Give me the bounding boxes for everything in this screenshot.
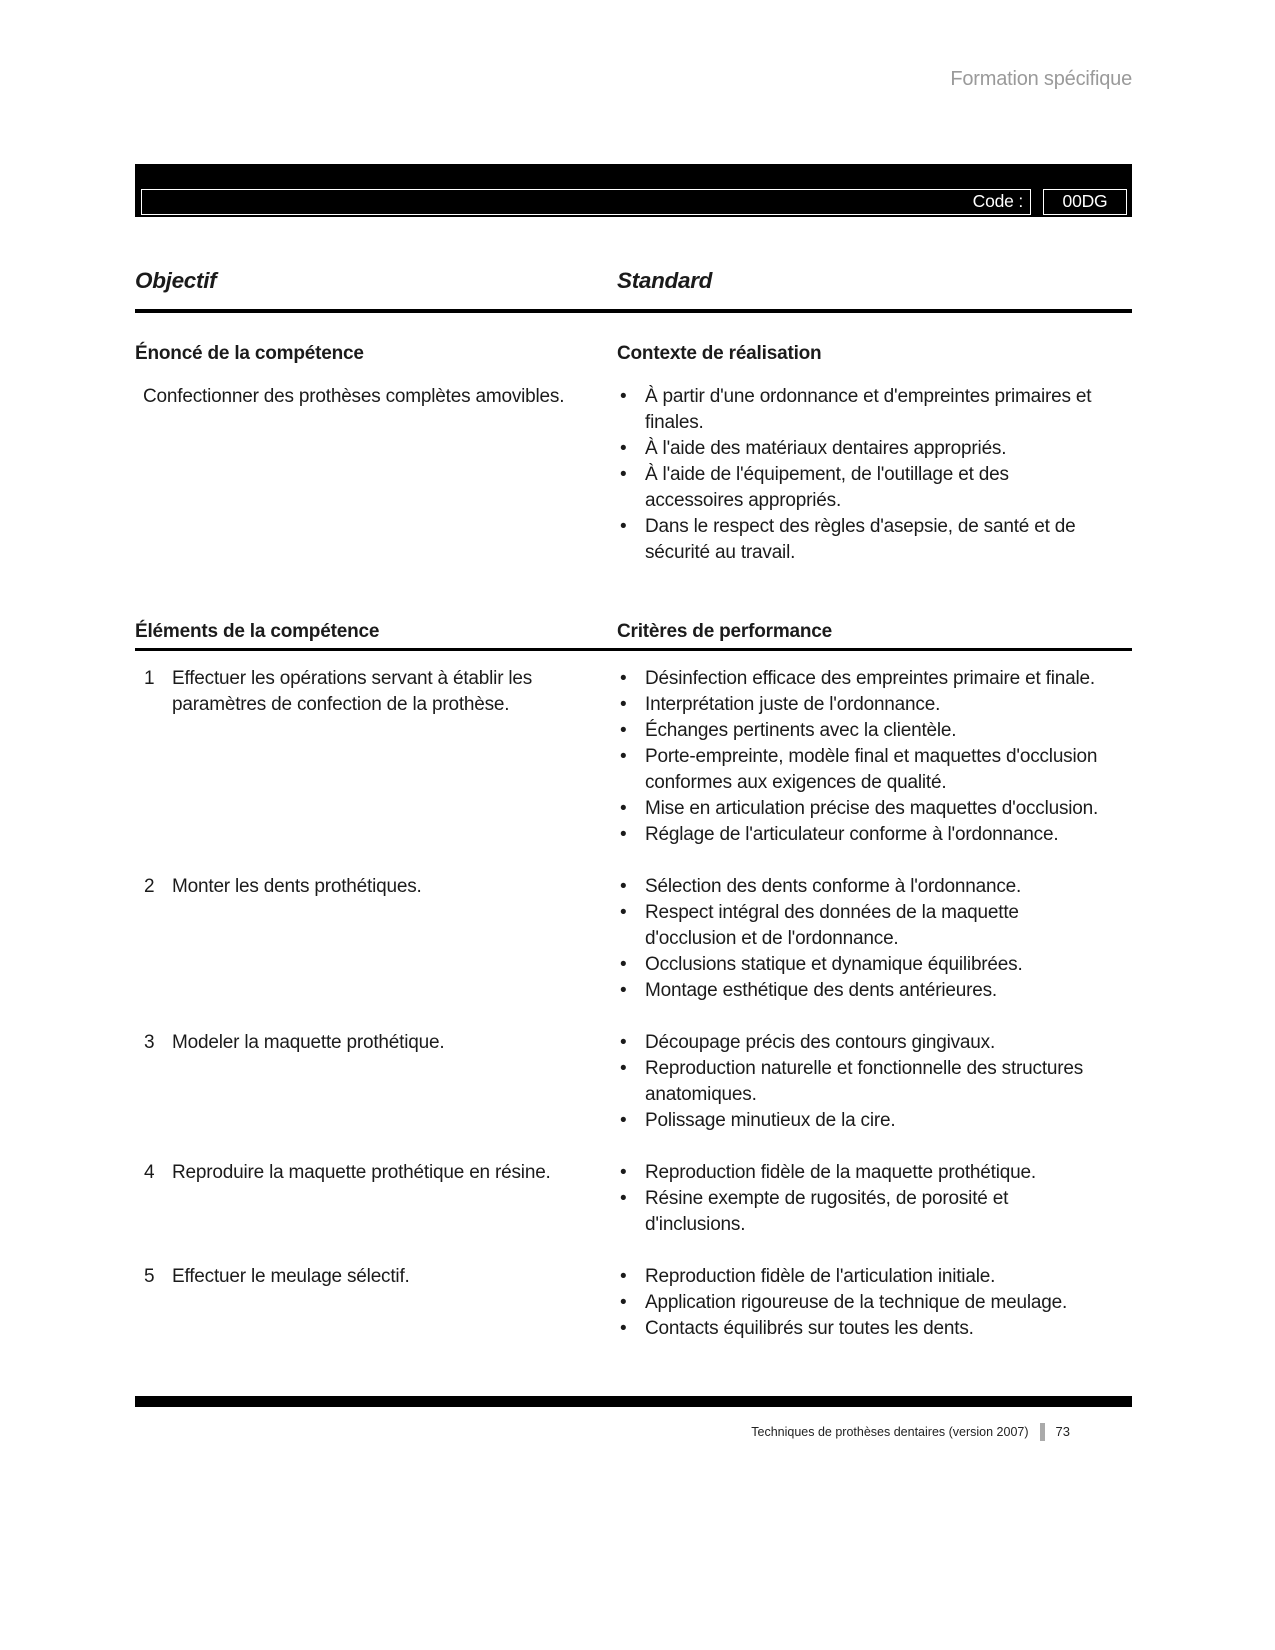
criterion-item: • Sélection des dents conforme à l'ordonnance.	[617, 874, 1110, 900]
criterion-item: • Reproduction fidèle de l'articulation initiale.	[617, 1264, 1110, 1290]
criterion-item: • Désinfection efficace des empreintes primaire et finale.	[617, 666, 1110, 692]
code-bar	[135, 164, 1132, 217]
element-number: 2	[144, 876, 155, 897]
element-text: Modeler la maquette prothétique.	[172, 1032, 445, 1053]
elements-competence-heading: Éléments de la compétence	[135, 621, 380, 642]
criteria-list	[617, 1030, 1132, 1134]
elements-rows	[135, 666, 1132, 1342]
criterion-item: • Réglage de l'articulateur conforme à l'ordonnance.	[617, 822, 1110, 848]
criterion-item: • Polissage minutieux de la cire.	[617, 1108, 1110, 1134]
element-row	[135, 1030, 1132, 1134]
criteria-list	[617, 666, 1132, 848]
element-text: Monter les dents prothétiques.	[172, 876, 422, 897]
contexte-realisation-heading: Contexte de réalisation	[617, 343, 822, 364]
code-value: 00DG	[1062, 191, 1108, 211]
criteria-list	[617, 1264, 1132, 1342]
context-bullet: • À l'aide de l'équipement, de l'outillage et des accessoires appropriés.	[617, 462, 1110, 514]
element-text: Effectuer le meulage sélectif.	[172, 1266, 410, 1287]
element-cell	[135, 1030, 617, 1134]
criteria-list	[617, 1160, 1132, 1238]
element-number: 1	[144, 668, 155, 689]
element-row	[135, 874, 1132, 1004]
code-label-field	[141, 189, 1031, 215]
enonce-competence-heading: Énoncé de la compétence	[135, 343, 364, 364]
context-bullet: • Dans le respect des règles d'asepsie, de santé et de sécurité au travail.	[617, 514, 1110, 566]
criterion-item: • Respect intégral des données de la maquette d'occlusion et de l'ordonnance.	[617, 900, 1110, 952]
criterion-item: • Occlusions statique et dynamique équilibrées.	[617, 952, 1110, 978]
criterion-item: • Résine exempte de rugosités, de porosité et d'inclusions.	[617, 1186, 1110, 1238]
element-row	[135, 1264, 1132, 1342]
context-bullet-list	[617, 384, 1132, 566]
objectif-title: Objectif	[135, 268, 217, 293]
element-row	[135, 666, 1132, 848]
competence-headings-row	[135, 341, 1132, 367]
element-text: Reproduire la maquette prothétique en résine.	[172, 1162, 551, 1183]
criterion-item: • Reproduction fidèle de la maquette prothétique.	[617, 1160, 1110, 1186]
criterion-item: • Montage esthétique des dents antérieures.	[617, 978, 1110, 1004]
elements-rule	[135, 648, 1132, 651]
code-label: Code :	[972, 191, 1023, 211]
criterion-item: • Reproduction naturelle et fonctionnelle des structures anatomiques.	[617, 1056, 1110, 1108]
element-cell	[135, 666, 617, 848]
element-row	[135, 1160, 1132, 1238]
title-rule	[135, 309, 1132, 313]
criterion-item: • Découpage précis des contours gingivaux.	[617, 1030, 1110, 1056]
criterion-item: • Contacts équilibrés sur toutes les dents.	[617, 1316, 1110, 1342]
page-number: 73	[1055, 1424, 1070, 1439]
competence-statement-row	[135, 384, 1132, 566]
column-titles-row	[135, 267, 1132, 295]
page-header-label: Formation spécifique	[950, 68, 1132, 90]
element-number: 3	[144, 1032, 155, 1053]
context-bullet: • À l'aide des matériaux dentaires appropriés.	[617, 436, 1110, 462]
criterion-item: • Échanges pertinents avec la clientèle.	[617, 718, 1110, 744]
footer-separator	[1040, 1423, 1045, 1441]
footer-bar	[135, 1396, 1132, 1407]
criterion-item: • Interprétation juste de l'ordonnance.	[617, 692, 1110, 718]
element-cell	[135, 1264, 617, 1342]
criterion-item: • Porte-empreinte, modèle final et maquettes d'occlusion conformes aux exigences de qualité.	[617, 744, 1110, 796]
element-cell	[135, 874, 617, 1004]
criterion-item: • Mise en articulation précise des maquettes d'occlusion.	[617, 796, 1110, 822]
elements-headings-row	[135, 619, 1132, 645]
element-number: 5	[144, 1266, 155, 1287]
criteria-list	[617, 874, 1132, 1004]
criteres-performance-heading: Critères de performance	[617, 621, 833, 642]
competence-statement: Confectionner des prothèses complètes amovibles.	[143, 386, 565, 407]
element-text: Effectuer les opérations servant à établir les paramètres de confection de la prothèse.	[172, 668, 533, 715]
footer-line	[135, 1419, 1132, 1445]
footer-text: Techniques de prothèses dentaires (version 2007)	[751, 1425, 1029, 1439]
standard-title: Standard	[617, 268, 713, 293]
code-value-field	[1043, 189, 1127, 215]
page-content	[135, 0, 1132, 1445]
context-bullet: • À partir d'une ordonnance et d'empreintes primaires et finales.	[617, 384, 1110, 436]
criterion-item: • Application rigoureuse de la technique de meulage.	[617, 1290, 1110, 1316]
element-number: 4	[144, 1162, 155, 1183]
element-cell	[135, 1160, 617, 1238]
